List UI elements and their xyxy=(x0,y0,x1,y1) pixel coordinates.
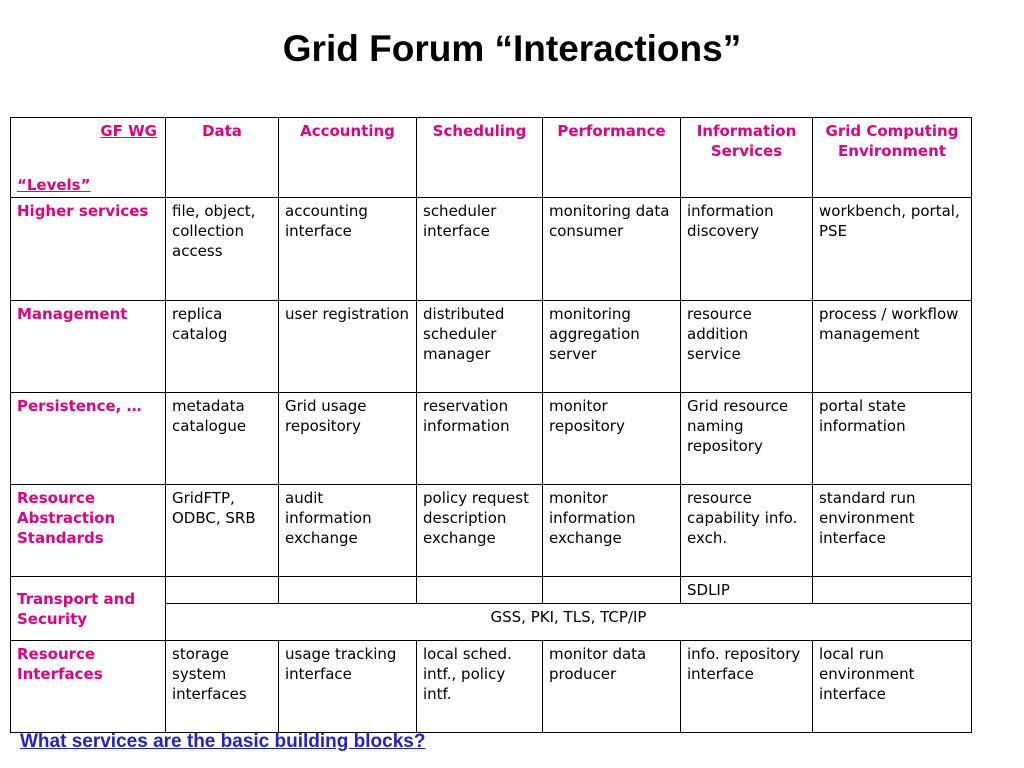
table-cell: info. repository interface xyxy=(681,641,813,733)
interactions-table xyxy=(10,117,972,733)
row-label: Higher services xyxy=(11,198,166,301)
row-label: Resource Abstraction Standards xyxy=(11,485,166,577)
table-cell-empty xyxy=(813,577,972,604)
table-cell: reservation information xyxy=(417,393,543,485)
table-cell: Grid usage repository xyxy=(279,393,417,485)
levels-link[interactable]: “Levels” xyxy=(17,176,91,194)
table-cell: resource addition service xyxy=(681,301,813,393)
column-header-information-services: Information Services xyxy=(681,118,813,198)
table-row-transport xyxy=(11,577,972,604)
table-cell-empty xyxy=(417,577,543,604)
table-cell: monitoring aggregation server xyxy=(543,301,681,393)
column-header-grid-computing-environment: Grid Computing Environment xyxy=(813,118,972,198)
table-cell: SDLIP xyxy=(681,577,813,604)
row-label: Resource Interfaces xyxy=(11,641,166,733)
gf-wg-link[interactable]: GF WG xyxy=(100,122,157,140)
table-cell-empty xyxy=(543,577,681,604)
footer-question-link[interactable]: What services are the basic building blocks? xyxy=(20,731,426,752)
table-cell: scheduler interface xyxy=(417,198,543,301)
page-title: Grid Forum “Interactions” xyxy=(282,28,742,69)
table-cell: GridFTP, ODBC, SRB xyxy=(166,485,279,577)
table-cell: monitoring data consumer xyxy=(543,198,681,301)
table-row-management xyxy=(11,301,972,393)
table-cell: storage system interfaces xyxy=(166,641,279,733)
header-row xyxy=(11,118,972,198)
table-row-resource-interfaces xyxy=(11,641,972,733)
table-cell: portal state information xyxy=(813,393,972,485)
table-row-higher-services xyxy=(11,198,972,301)
table-cell: usage tracking interface xyxy=(279,641,417,733)
table-cell: monitor information exchange xyxy=(543,485,681,577)
table-cell: metadata catalogue xyxy=(166,393,279,485)
table-cell: user registration xyxy=(279,301,417,393)
table-cell: workbench, portal, PSE xyxy=(813,198,972,301)
table-cell: process / workflow management xyxy=(813,301,972,393)
row-label: Management xyxy=(11,301,166,393)
table-cell: standard run environment interface xyxy=(813,485,972,577)
table-cell: local run environment interface xyxy=(813,641,972,733)
table-cell: distributed scheduler manager xyxy=(417,301,543,393)
table-cell-empty xyxy=(166,577,279,604)
table-cell: resource capability info. exch. xyxy=(681,485,813,577)
table-cell: monitor data producer xyxy=(543,641,681,733)
table-row-resource-abstraction xyxy=(11,485,972,577)
table-cell: monitor repository xyxy=(543,393,681,485)
table-cell-empty xyxy=(279,577,417,604)
table-cell: Grid resource naming repository xyxy=(681,393,813,485)
table-cell: replica catalog xyxy=(166,301,279,393)
table-cell: accounting interface xyxy=(279,198,417,301)
table-cell: information discovery xyxy=(681,198,813,301)
table-cell: local sched. intf., policy intf. xyxy=(417,641,543,733)
table-row-persistence xyxy=(11,393,972,485)
column-header-data: Data xyxy=(166,118,279,198)
table-cell: audit information exchange xyxy=(279,485,417,577)
row-label: Transport and Security xyxy=(11,577,166,641)
table-cell: policy request description exchange xyxy=(417,485,543,577)
corner-cell xyxy=(11,118,166,198)
table-cell-gss: GSS, PKI, TLS, TCP/IP xyxy=(166,604,972,641)
column-header-performance: Performance xyxy=(543,118,681,198)
column-header-accounting: Accounting xyxy=(279,118,417,198)
column-header-scheduling: Scheduling xyxy=(417,118,543,198)
table-cell: file, object, collection access xyxy=(166,198,279,301)
row-label: Persistence, … xyxy=(11,393,166,485)
